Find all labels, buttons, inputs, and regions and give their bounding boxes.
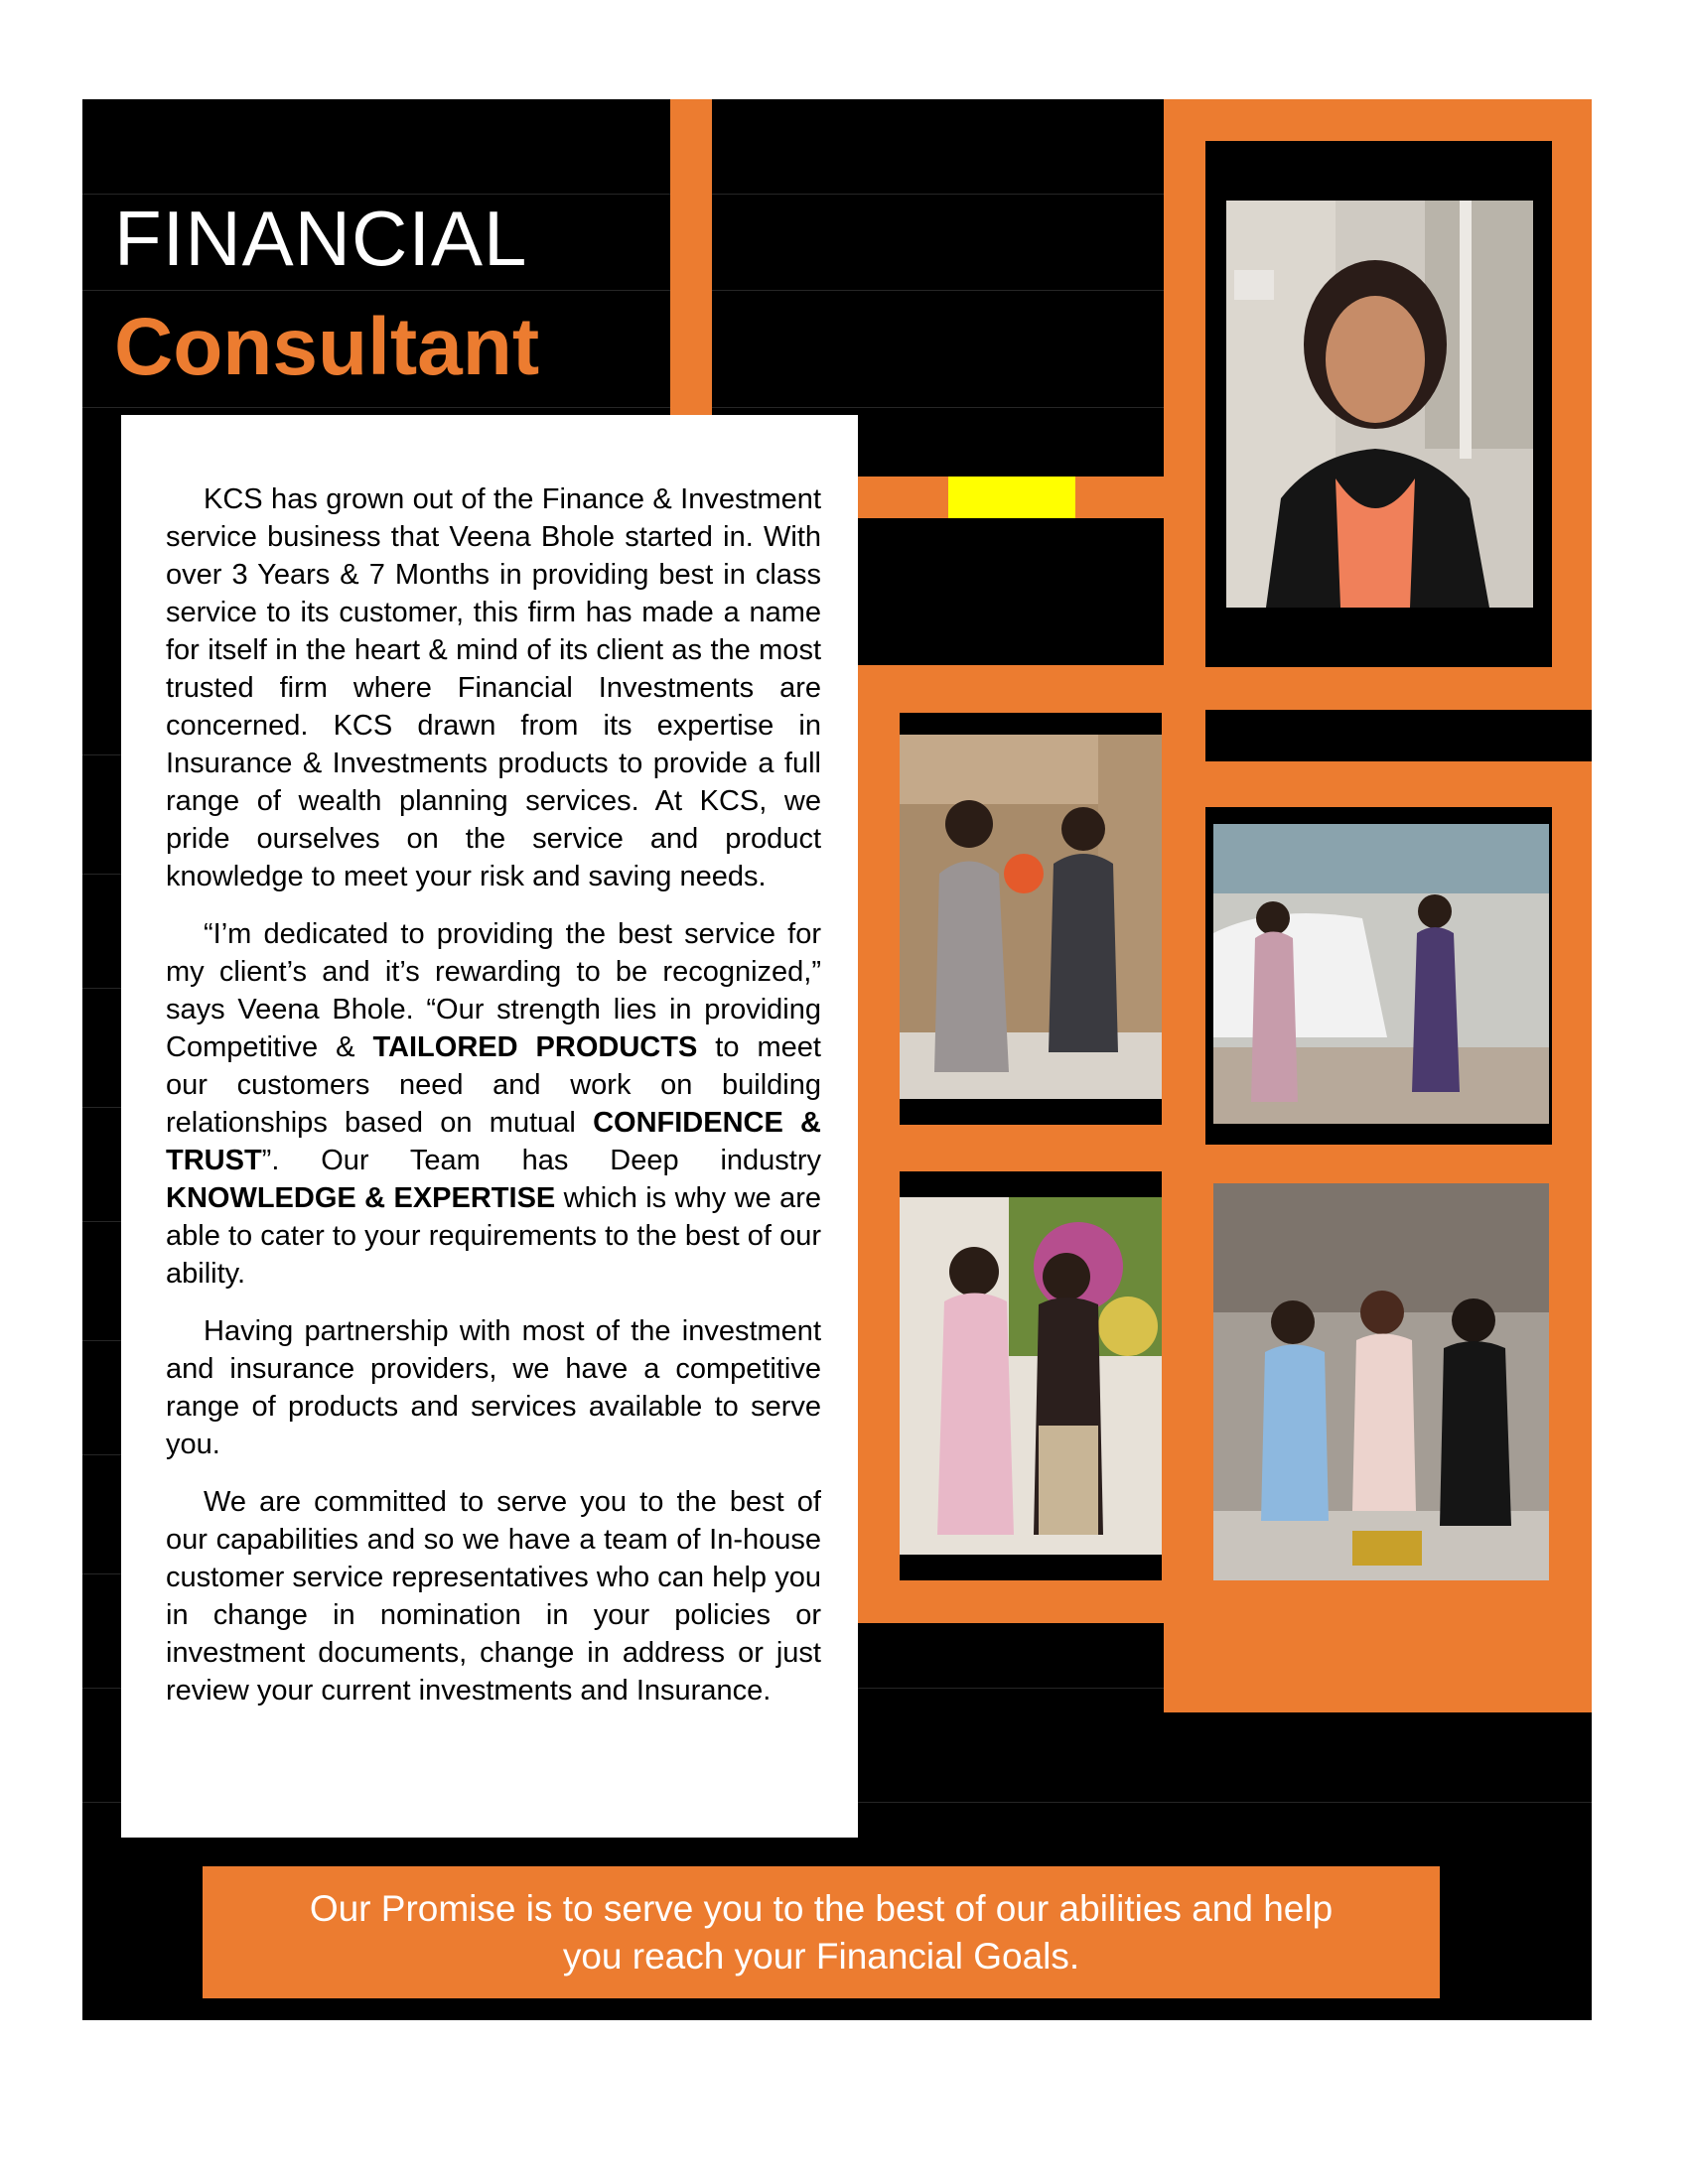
article-text-box (121, 415, 858, 1838)
emphasis-knowledge-expertise: KNOWLEDGE & EXPERTISE (166, 1182, 556, 1214)
emphasis-tailored-products: TAILORED PRODUCTS (372, 1031, 698, 1063)
photo-bouquet-presentation (900, 735, 1162, 1099)
black-strip (1205, 710, 1592, 761)
orange-vertical-bar (670, 99, 712, 415)
article-body (166, 480, 821, 1729)
emphasis-confidence-trust: CONFIDENCE & TRUST (166, 1107, 822, 1176)
paragraph-partnership: Having partnership with most of the investment and insurance providers, we have a competitive range of products and services available to serve you. (166, 1315, 821, 1460)
portrait-photo (1226, 201, 1533, 608)
title-financial: FINANCIAL (114, 195, 528, 282)
photo-team-group (1213, 1183, 1549, 1580)
paragraph-commitment: We are committed to serve you to the best of our capabilities and so we have a team of In-house customer service representatives who can help you in change in nomination in your policies or investment documents, change in address or just review your current investments and Insurance. (166, 1486, 821, 1706)
photo-car-handover (1213, 824, 1549, 1124)
promise-banner (203, 1866, 1440, 1998)
yellow-accent-bar (948, 477, 1075, 518)
photo-couple-meeting (900, 1197, 1162, 1555)
promise-text: Our Promise is to serve you to the best of our abilities and help you reach your Financial Goals. (309, 1887, 1334, 1977)
paragraph-quote: “I’m dedicated to providing the best service for my client’s and it’s rewarding to be recognized,” says Veena Bhole. “Our strength lies in providing Competitive & TAILORED PRODUCTS to meet our customers need and work on building relationships based on mutual CONFIDENCE & TRUST”. Our Team has Deep industry KNOWLEDGE & EXPERTISE which is why we are able to cater to your requirements to the best of our ability. (166, 918, 822, 1290)
title-consultant: Consultant (114, 302, 540, 392)
paragraph-intro: KCS has grown out of the Finance & Investment service business that Veena Bhole started in. With over 3 Years & 7 Months in providing best in class service to its customer, this firm has made a name for itself in the heart & mind of its client as the most trusted firm where Financial Investments are concerned. KCS drawn from its expertise in Insurance & Investments products to provide a full range of wealth planning services. At KCS, we pride ourselves on the service and product knowledge to meet your risk and saving needs. (166, 483, 821, 892)
